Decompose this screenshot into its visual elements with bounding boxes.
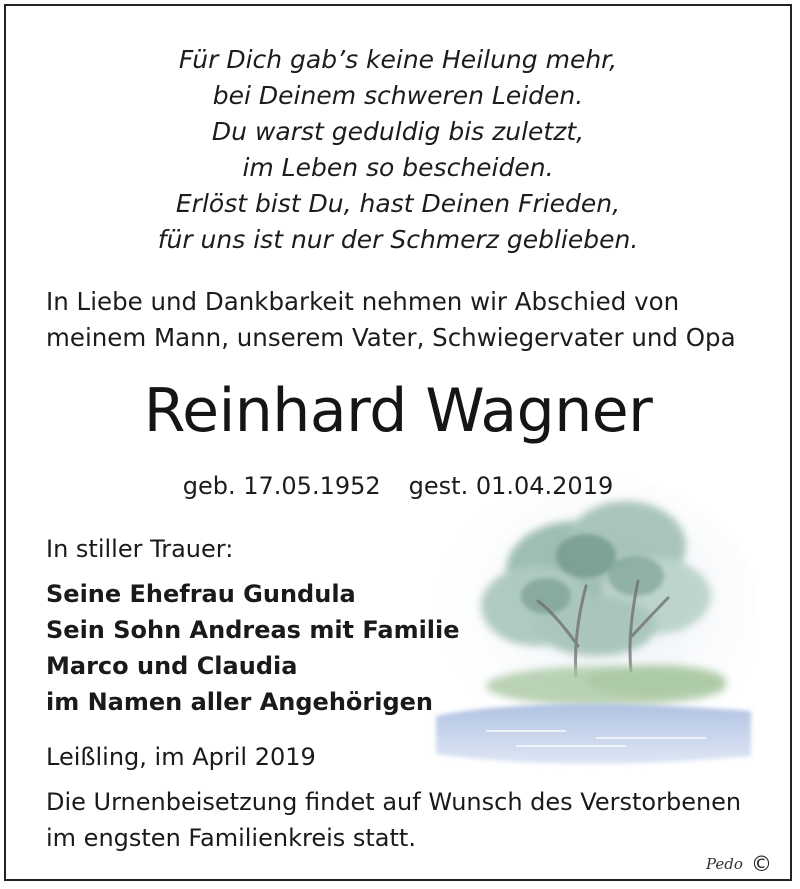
mourner-entry: Seine Ehefrau Gundula [46,580,356,608]
intro-line: In Liebe und Dankbarkeit nehmen wir Abschied von [46,287,680,316]
birth-date: geb. 17.05.1952 [182,472,381,500]
mourner-entry: Marco und Claudia [46,652,298,680]
death-date: gest. 01.04.2019 [408,472,614,500]
footer-credit [706,852,772,876]
poem-line: im Leben so bescheiden. [242,153,554,182]
mourner-entry: Sein Sohn Andreas mit Familie [46,616,460,644]
mourners-list [46,576,460,720]
farewell-intro [46,284,736,356]
poem-line: bei Deinem schweren Leiden. [212,81,584,110]
poem [6,42,790,258]
place-and-date: Leißling, im April 2019 [46,743,316,771]
life-dates [6,470,790,502]
burial-notice [46,784,741,856]
poem-line: Du warst geduldig bis zuletzt, [211,117,585,146]
mourner-entry: im Namen aller Angehörigen [46,688,434,716]
poem-line: für uns ist nur der Schmerz geblieben. [157,225,639,254]
deceased-name: Reinhard Wagner [143,376,653,446]
burial-line: im engsten Familienkreis statt. [46,824,416,852]
burial-line: Die Urnenbeisetzung findet auf Wunsch des Verstorbenen [46,788,742,816]
tree-watercolor-illustration [426,476,756,776]
copyright-symbol: © [750,852,772,876]
poem-line: Für Dich gab’s keine Heilung mehr, [178,45,618,74]
poem-line: Erlöst bist Du, hast Deinen Frieden, [175,189,621,218]
artist-signature: Pedo [706,855,743,873]
mourning-heading: In stiller Trauer: [46,535,234,563]
obituary-frame [4,4,792,881]
intro-line: meinem Mann, unserem Vater, Schwiegervater und Opa [46,323,736,352]
